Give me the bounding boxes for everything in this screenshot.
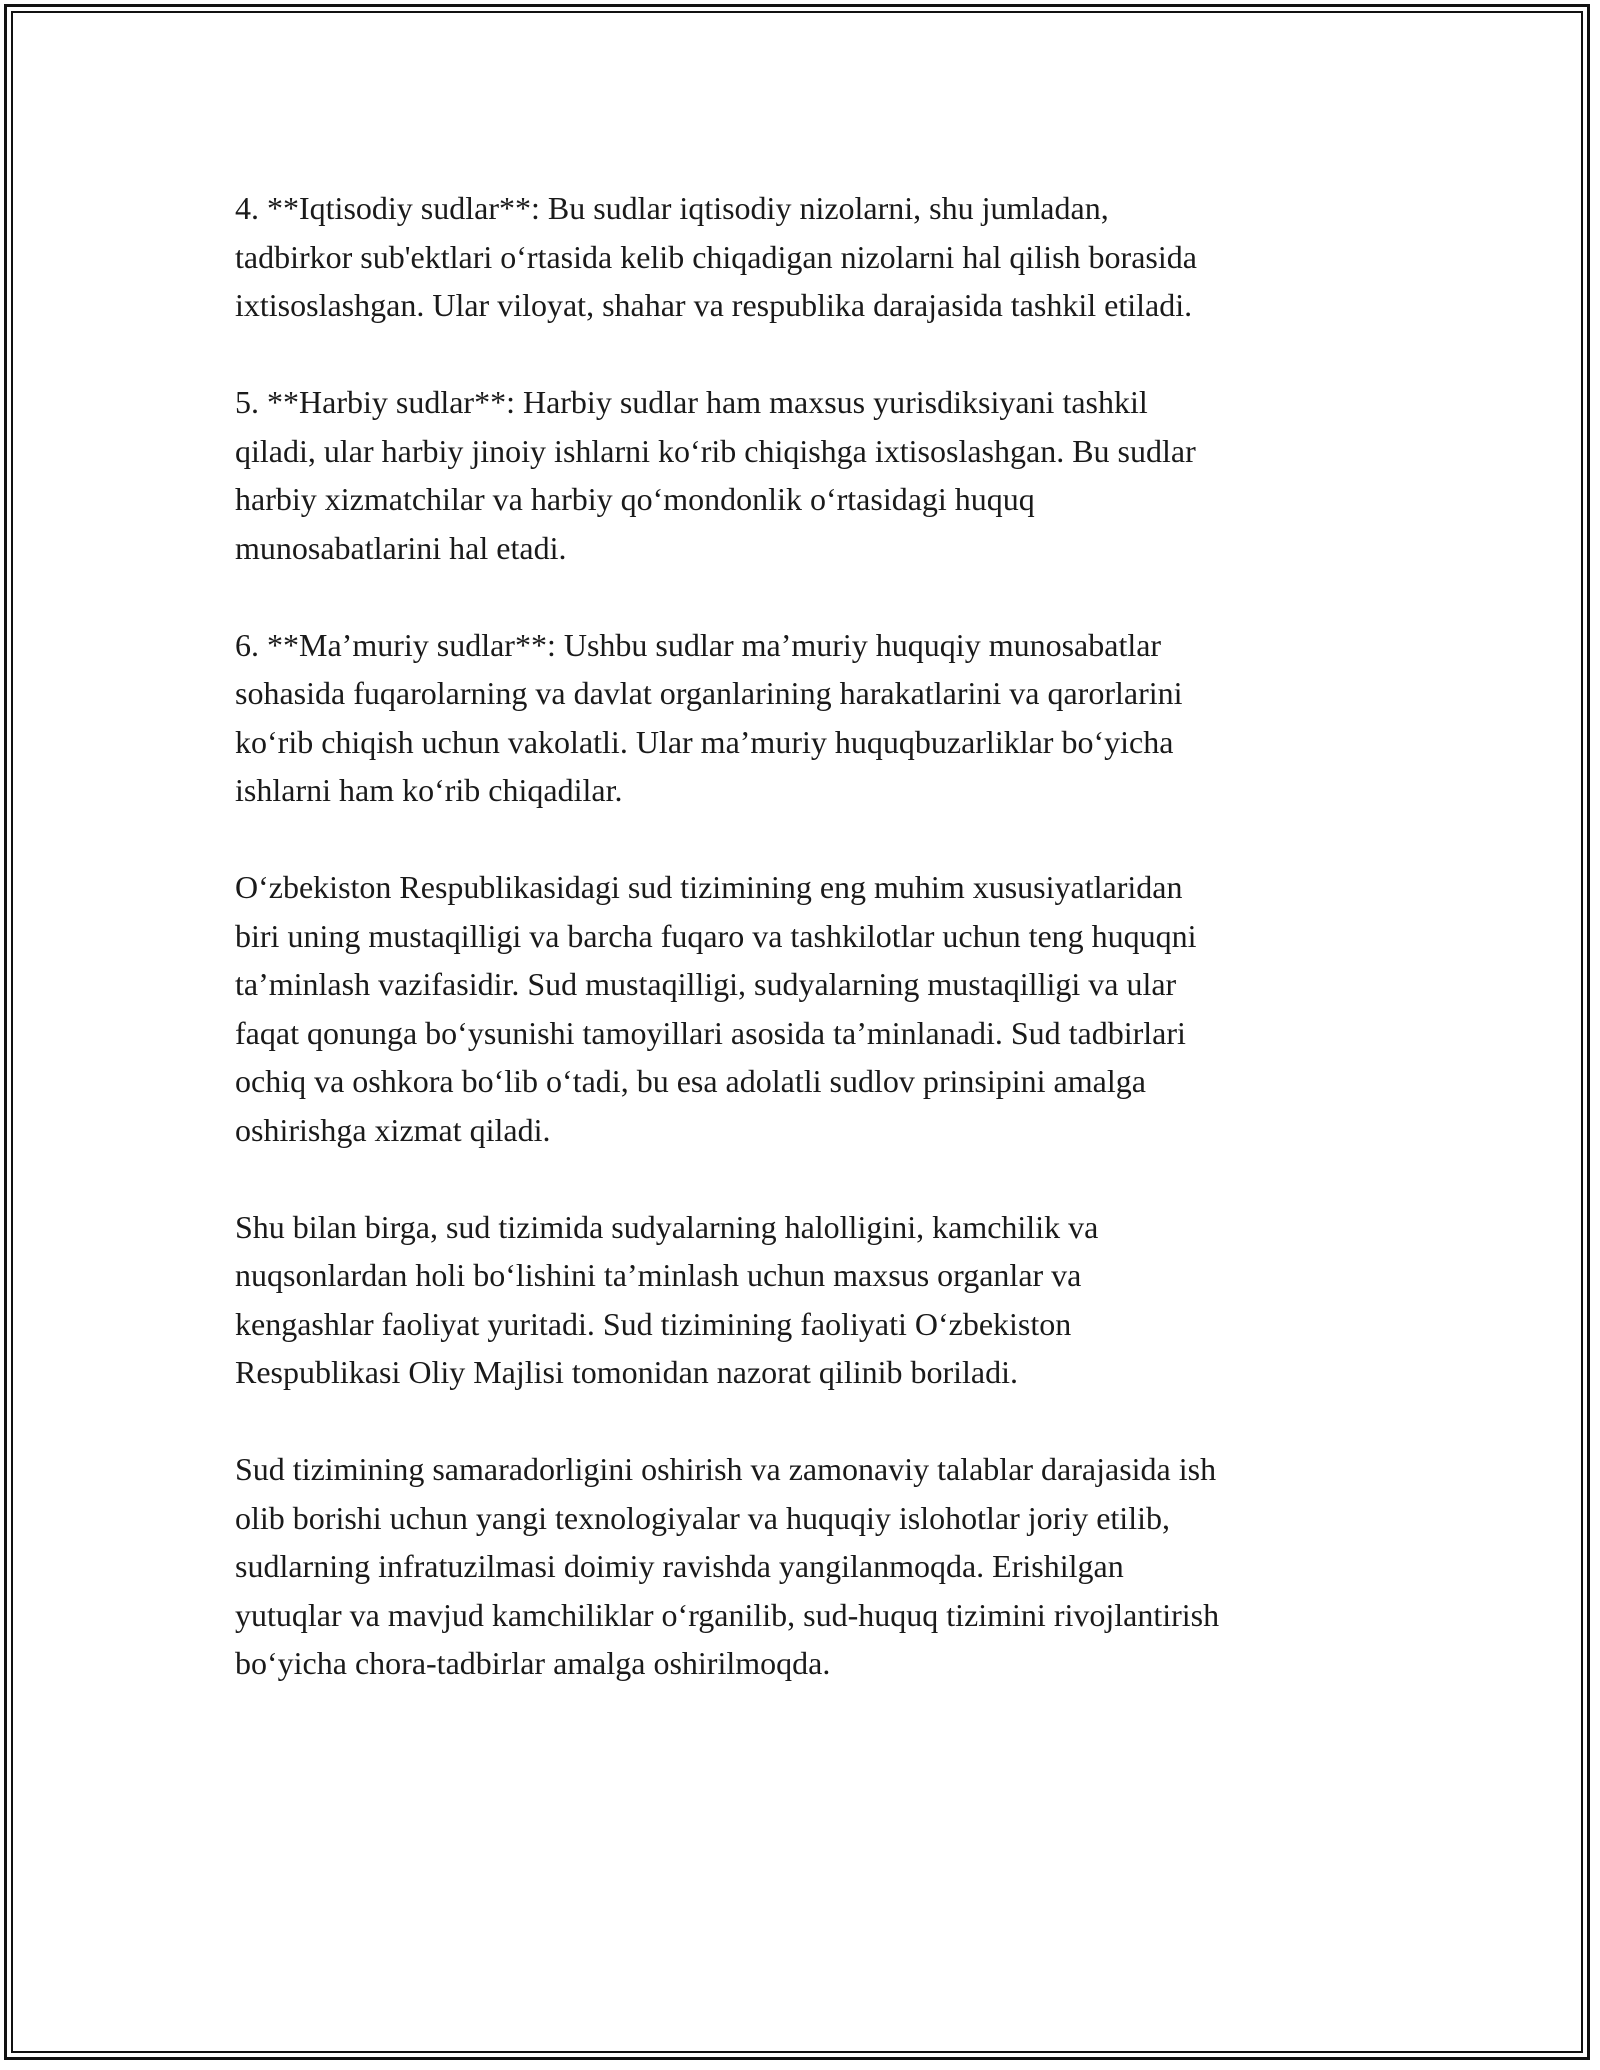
paragraph-military-courts: 5. **Harbiy sudlar**: Harbiy sudlar ham maxsus yurisdiksiyani tashkil qiladi, ular harbiy jinoiy ishlarni ko‘rib chiqishga ixtisoslashgan. Bu sudlar harbiy xizmatchilar va harbiy qo‘mondonlik o‘rtasidagi huquq munosabatlarini hal etadi. (235, 384, 1196, 566)
paragraph-judicial-independence: O‘zbekiston Respublikasidagi sud tizimining eng muhim xususiyatlaridan biri uning mustaqilligi va barcha fuqaro va tashkilotlar uchun teng huquqni ta’minlash vazifasidir. Sud mustaqilligi, sudyalarning mustaqilligi va ular faqat qonunga bo‘ysunishi tamoyillari asosida ta’minlanadi. Sud tadbirlari ochiq va oshkora bo‘lib o‘tadi, bu esa adolatli sudlov prinsipini amalga oshirishga xizmat qiladi. (235, 869, 1197, 1148)
paragraph-judicial-reforms: Sud tizimining samaradorligini oshirish va zamonaviy talablar darajasida ish olib borishi uchun yangi texnologiyalar va huquqiy islohotlar joriy etilib, sudlarning infratuzilmasi doimiy ravishda yangilanmoqda. Erishilgan yutuqlar va mavjud kamchiliklar o‘rganilib, sud-huquq tizimini rivojlantirish bo‘yicha chora-tadbirlar amalga oshirilmoqda. (235, 1451, 1220, 1681)
paragraph-economic-courts: 4. **Iqtisodiy sudlar**: Bu sudlar iqtisodiy nizolarni, shu jumladan, tadbirkor sub'ektlari o‘rtasida kelib chiqadigan nizolarni hal qilish borasida ixtisoslashgan. Ular viloyat, shahar va respublika darajasida tashkil etiladi. (235, 190, 1197, 323)
document-body (235, 184, 1395, 1736)
paragraph-judicial-integrity: Shu bilan birga, sud tizimida sudyalarning halolligini, kamchilik va nuqsonlardan holi bo‘lishini ta’minlash uchun maxsus organlar va kengashlar faoliyat yuritadi. Sud tizimining faoliyati O‘zbekiston Respublikasi Oliy Majlisi tomonidan nazorat qilinib boriladi. (235, 1208, 1099, 1390)
paragraph-administrative-courts: 6. **Ma’muriy sudlar**: Ushbu sudlar ma’muriy huquqiy munosabatlar sohasida fuqarolarning va davlat organlarining harakatlarini va qarorlarini ko‘rib chiqish uchun vakolatli. Ular ma’muriy huquqbuzarliklar bo‘yicha ishlarni ham ko‘rib chiqadilar. (235, 626, 1183, 808)
